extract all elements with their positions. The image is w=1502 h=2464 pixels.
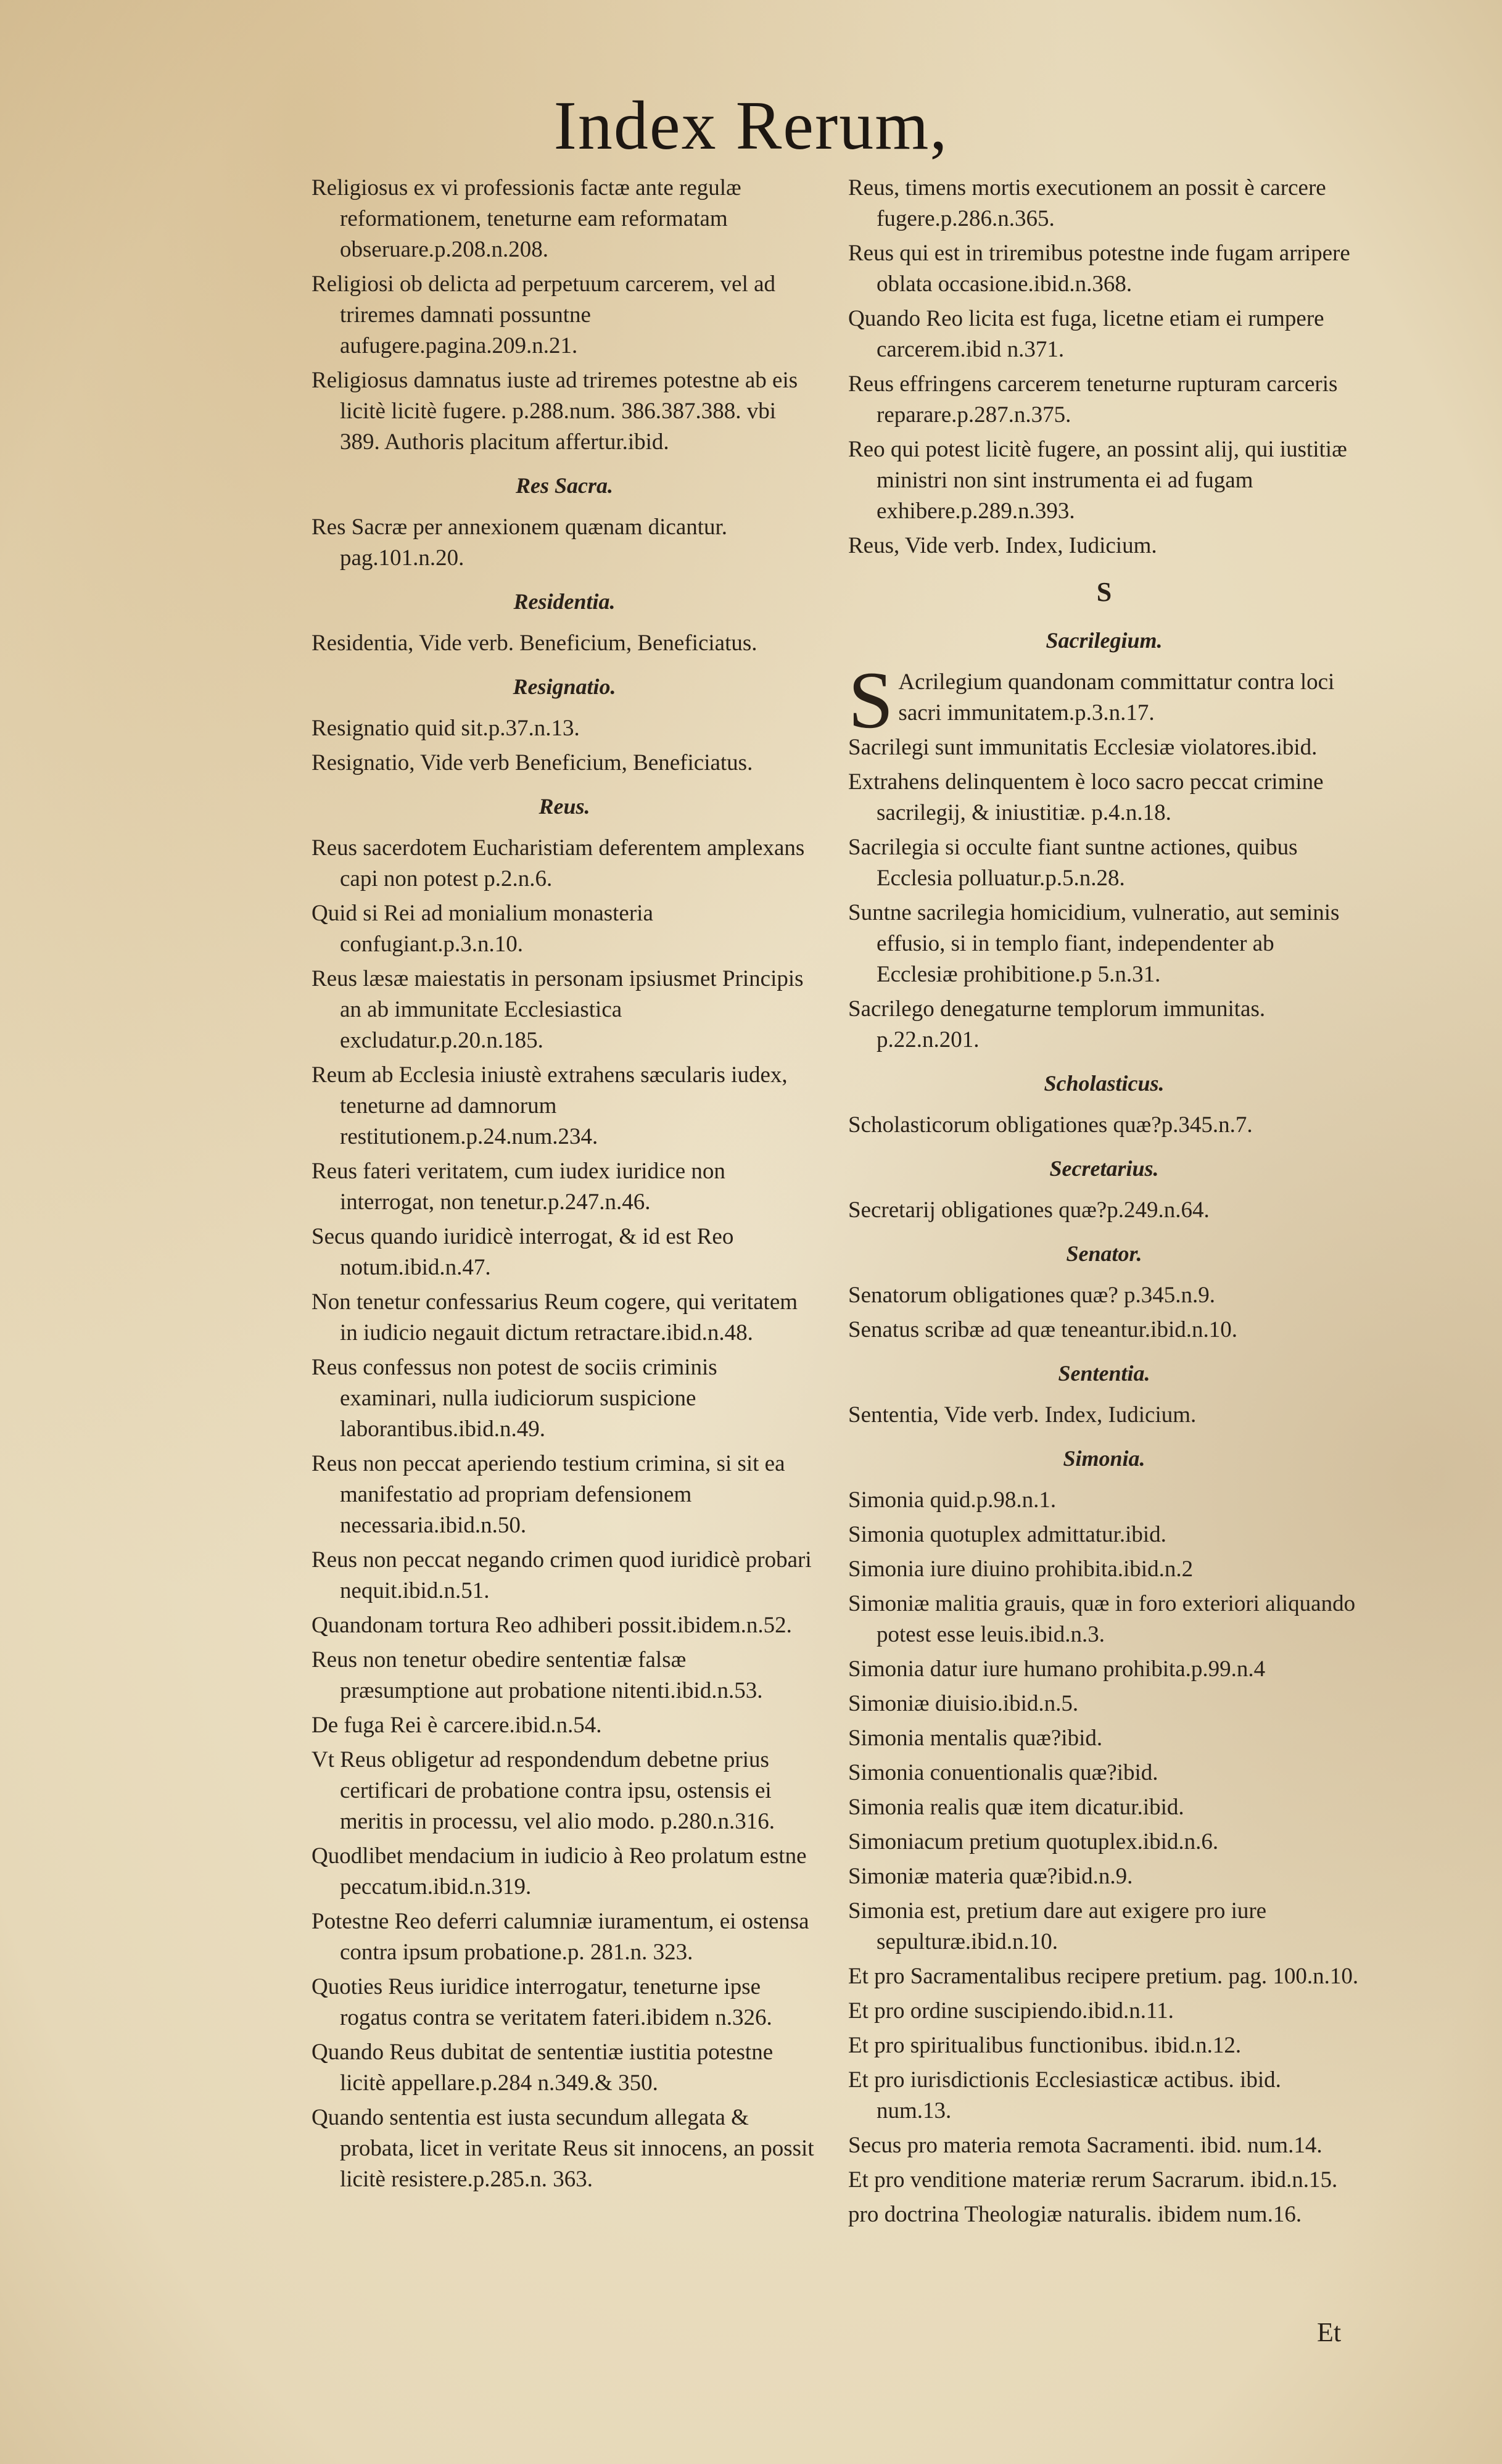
- index-entry: Resignatio, Vide verb Beneficium, Beneficiatus.: [312, 750, 753, 775]
- index-entry: Sacrilego denegaturne templorum immunitas. p.22.n.201.: [848, 996, 1266, 1052]
- index-entry: Simonia conuentionalis quæ?ibid.: [848, 1760, 1158, 1785]
- index-entry: Quando sententia est iusta secundum allegata & probata, licet in veritate Reus sit innocens, an possit licitè resistere.p.285.n. 363.: [312, 2105, 814, 2192]
- left-column: [312, 173, 817, 2199]
- index-entry: Simonia datur iure humano prohibita.p.99.n.4: [848, 1656, 1266, 1682]
- index-entry: Quando Reo licita est fuga, licetne etiam ei rumpere carcerem.ibid n.371.: [848, 306, 1324, 362]
- index-entry: Reus non tenetur obedire sententiæ falsæ præsumptione aut probatione nitenti.ibid.n.53.: [312, 1647, 763, 1703]
- index-entry: Simonia iure diuino prohibita.ibid.n.2: [848, 1557, 1194, 1582]
- index-entry: Reus, Vide verb. Index, Iudicium.: [848, 533, 1157, 558]
- index-entry: Religiosus ex vi professionis factæ ante regulæ reformationem, teneturne eam reformatam obseruare.p.208.n.208.: [312, 175, 741, 262]
- index-entry: Reus non peccat aperiendo testium crimina, si sit ea manifestatio ad propriam defensionem necessaria.ibid.n.50.: [312, 1451, 785, 1538]
- index-heading: Sententia.: [1058, 1361, 1150, 1386]
- index-entry: Res Sacræ per annexionem quænam dicantur. pag.101.n.20.: [312, 515, 728, 571]
- index-entry: Secretarij obligationes quæ?p.249.n.64.: [848, 1197, 1210, 1223]
- index-entry: Non tenetur confessarius Reum cogere, qui veritatem in iudicio negauit dictum retractare.ibid.n.48.: [312, 1289, 798, 1346]
- index-entry: Sacrilegia si occulte fiant suntne actiones, quibus Ecclesia polluatur.p.5.n.28.: [848, 835, 1298, 891]
- index-entry: Quoties Reus iuridice interrogatur, teneturne ipse rogatus contra se veritatem fateri.ibidem n.326.: [312, 1974, 772, 2030]
- index-entry: Vt Reus obligetur ad respondendum debetne prius certificari de probatione contra ipsu, ostensis ei meritis in processu, vel alio modo. p.280.n.316.: [312, 1747, 775, 1834]
- index-entry: [848, 655, 1360, 745]
- index-entry: Reus læsæ maiestatis in personam ipsiusmet Principis an ab immunitate Ecclesiastica excludatur.p.20.n.185.: [312, 966, 804, 1053]
- index-entry: Quandonam tortura Reo adhiberi possit.ibidem.n.52.: [312, 1613, 792, 1638]
- index-heading: Res Sacra.: [515, 473, 613, 498]
- index-entry: Reum ab Ecclesia iniustè extrahens sæcularis iudex, teneturne ad damnorum restitutionem.p.24.num.234.: [312, 1062, 788, 1149]
- index-entry: Et pro venditione materiæ rerum Sacrarum. ibid.n.15.: [848, 2167, 1338, 2193]
- index-entry: Reus qui est in triremibus potestne inde fugam arripere oblata occasione.ibid.n.368.: [848, 241, 1350, 297]
- index-entry: Reus confessus non potest de sociis criminis examinari, nulla iudiciorum suspicione laborantibus.ibid.n.49.: [312, 1355, 717, 1442]
- index-entry: Simonia est, pretium dare aut exigere pro iure sepulturæ.ibid.n.10.: [848, 1898, 1267, 1954]
- index-entry: Sacrilegi sunt immunitatis Ecclesiæ violatores.ibid.: [848, 735, 1318, 760]
- index-entry: Residentia, Vide verb. Beneficium, Beneficiatus.: [312, 630, 757, 656]
- index-entry: Simonia mentalis quæ?ibid.: [848, 1726, 1103, 1751]
- right-column: [848, 173, 1360, 2234]
- index-entry: Reo qui potest licitè fugere, an possint alij, qui iustitiæ ministri non sint instrumenta ei ad fugam exhibere.p.289.n.393.: [848, 437, 1347, 524]
- index-heading: Resignatio.: [513, 674, 616, 699]
- index-entry: Et pro Sacramentalibus recipere pretium. pag. 100.n.10.: [848, 1964, 1359, 1989]
- index-entry: Simoniæ malitia grauis, quæ in foro exteriori aliquando potest esse leuis.ibid.n.3.: [848, 1591, 1356, 1647]
- index-entry: Simonia quotuplex admittatur.ibid.: [848, 1522, 1166, 1547]
- index-entry: Et pro iurisdictionis Ecclesiasticæ actibus. ibid. num.13.: [848, 2067, 1281, 2123]
- index-entry: Potestne Reo deferri calumniæ iuramentum, ei ostensa contra ipsum probatione.p. 281.n. 323.: [312, 1909, 809, 1965]
- index-heading: Reus.: [538, 794, 590, 819]
- index-entry: Secus pro materia remota Sacramenti. ibid. num.14.: [848, 2133, 1323, 2158]
- index-entry: Extrahens delinquentem è loco sacro peccat crimine sacrilegij, & iniustitiæ. p.4.n.18.: [848, 769, 1324, 825]
- index-entry: Reus effringens carcerem teneturne rupturam carceris reparare.p.287.n.375.: [848, 371, 1338, 428]
- index-entry: Sententia, Vide verb. Index, Iudicium.: [848, 1402, 1197, 1428]
- index-heading: Sacrilegium.: [1046, 628, 1163, 653]
- catchword: Et: [1317, 2317, 1342, 2347]
- index-entry: Reus fateri veritatem, cum iudex iuridice non interrogat, non tenetur.p.247.n.46.: [312, 1159, 725, 1215]
- index-heading: Senator.: [1066, 1241, 1142, 1266]
- index-entry: Simoniæ materia quæ?ibid.n.9.: [848, 1864, 1133, 1889]
- page-title: Index Rerum,: [553, 88, 949, 164]
- index-entry: Senatorum obligationes quæ? p.345.n.9.: [848, 1283, 1216, 1308]
- index-entry: Quid si Rei ad monialium monasteria confugiant.p.3.n.10.: [312, 901, 653, 957]
- index-entry: Secus quando iuridicè interrogat, & id est Reo notum.ibid.n.47.: [312, 1224, 734, 1280]
- index-entry: Et pro spiritualibus functionibus. ibid.n.12.: [848, 2033, 1242, 2058]
- index-entry: Resignatio quid sit.p.37.n.13.: [312, 716, 580, 741]
- entry-text: Acrilegium quandonam committatur contra loci sacri immunitatem.p.3.n.17.: [898, 669, 1335, 726]
- index-entry: Senatus scribæ ad quæ teneantur.ibid.n.10.: [848, 1317, 1237, 1342]
- index-entry: Et pro ordine suscipiendo.ibid.n.11.: [848, 1998, 1174, 2024]
- index-entry: Quodlibet mendacium in iudicio à Reo prolatum estne peccatum.ibid.n.319.: [312, 1843, 807, 1900]
- index-entry: Reus non peccat negando crimen quod iuridicè probari nequit.ibid.n.51.: [312, 1547, 812, 1603]
- index-entry: Reus sacerdotem Eucharistiam deferentem amplexans capi non potest p.2.n.6.: [312, 835, 805, 891]
- index-entry: Simonia realis quæ item dicatur.ibid.: [848, 1795, 1184, 1820]
- index-entry: Suntne sacrilegia homicidium, vulneratio, aut seminis effusio, si in templo fiant, independenter ab Ecclesiæ prohibitione.p 5.n.31.: [848, 900, 1340, 987]
- index-entry: Scholasticorum obligationes quæ?p.345.n.7.: [848, 1112, 1253, 1138]
- index-entry: De fuga Rei è carcere.ibid.n.54.: [312, 1713, 602, 1738]
- index-heading: Residentia.: [513, 589, 616, 614]
- index-entry: Simoniacum pretium quotuplex.ibid.n.6.: [848, 1829, 1219, 1854]
- index-entry: Religiosus damnatus iuste ad triremes potestne ab eis licitè licitè fugere. p.288.num. 386.387.388. vbi 389. Authoris placitum affertur.ibid.: [312, 368, 798, 455]
- index-entry: pro doctrina Theologiæ naturalis. ibidem num.16.: [848, 2202, 1302, 2227]
- index-entry: Simonia quid.p.98.n.1.: [848, 1487, 1057, 1513]
- index-entry: Simoniæ diuisio.ibid.n.5.: [848, 1691, 1079, 1716]
- drop-cap: S: [848, 655, 894, 745]
- index-entry: Quando Reus dubitat de sententiæ iustitia potestne licitè appellare.p.284 n.349.& 350.: [312, 2040, 774, 2096]
- index-heading: Secretarius.: [1049, 1156, 1159, 1181]
- index-heading: Simonia.: [1063, 1446, 1145, 1471]
- index-entry: Reus, timens mortis executionem an possit è carcere fugere.p.286.n.365.: [848, 175, 1326, 231]
- index-entry: Religiosi ob delicta ad perpetuum carcerem, vel ad triremes damnati possuntne aufugere.pagina.209.n.21.: [312, 271, 776, 358]
- index-heading: Scholasticus.: [1044, 1071, 1165, 1096]
- section-letter: S: [1096, 577, 1112, 607]
